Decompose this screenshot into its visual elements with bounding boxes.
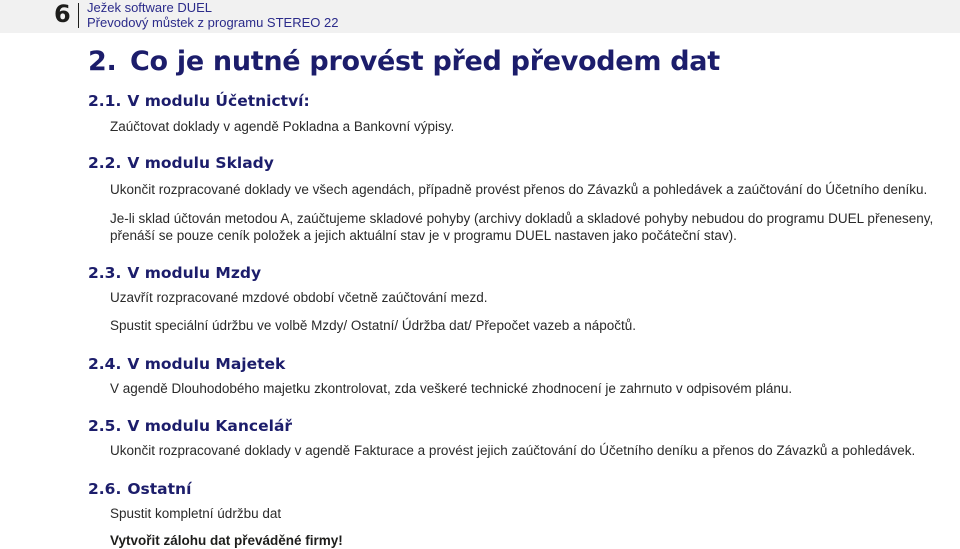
section-title: V modulu Majetek: [127, 355, 286, 373]
paragraph: Uzavřít rozpracované mzdové období včetně zaúčtování mezd.: [110, 290, 488, 305]
section-title: V modulu Mzdy: [127, 264, 262, 282]
section-number: 2.2.: [88, 154, 122, 172]
section-number: 2.6.: [88, 480, 122, 498]
section-number: 2.1.: [88, 92, 122, 110]
section-number: 2.3.: [88, 264, 122, 282]
section-title: V modulu Účetnictví:: [127, 92, 310, 110]
paragraph: Je-li sklad účtován metodou A, zaúčtujeme skladové pohyby (archivy dokladů a skladové pohyby nebudou do programu DUEL přeneseny,: [110, 211, 934, 226]
paragraph: přenáší se pouze ceník položek a jejich aktuální stav je v programu DUEL nastaven jako počáteční stav).: [110, 228, 737, 243]
paragraph-warning: Vytvořit zálohu dat převáděné firmy!: [110, 533, 343, 548]
page-number: 6: [54, 0, 71, 28]
header-subtitle: Převodový můstek z programu STEREO 22: [87, 15, 339, 30]
section-heading-mzdy: [88, 263, 261, 283]
paragraph: Ukončit rozpracované doklady v agendě Fakturace a provést jejich zaúčtování do Účetního deníku a přenos do Závazků a pohledávek.: [110, 443, 916, 458]
paragraph: Spustit kompletní údržbu dat: [110, 506, 282, 521]
section-heading-majetek: [88, 354, 285, 374]
section-number: 2.5.: [88, 417, 122, 435]
paragraph: Zaúčtovat doklady v agendě Pokladna a Bankovní výpisy.: [110, 119, 455, 134]
paragraph: Ukončit rozpracované doklady ve všech agendách, případně provést přenos do Závazků a pohledávek a zaúčtování do Účetního deníku.: [110, 182, 928, 197]
section-heading-kancelar: [88, 416, 292, 436]
section-title: V modulu Sklady: [127, 154, 274, 172]
section-heading-ostatni: [88, 479, 191, 499]
section-heading-ucetnictvi: [88, 91, 310, 111]
paragraph: Spustit speciální údržbu ve volbě Mzdy/ Ostatní/ Údržba dat/ Přepočet vazeb a nápočtů.: [110, 318, 637, 333]
section-title: Ostatní: [127, 480, 192, 498]
section-title: V modulu Kancelář: [127, 417, 293, 435]
header-product: Ježek software DUEL: [87, 0, 212, 15]
section-heading-sklady: [88, 153, 274, 173]
chapter-number: 2.: [88, 46, 117, 77]
section-number: 2.4.: [88, 355, 122, 373]
chapter-title-text: Co je nutné provést před převodem dat: [130, 46, 720, 77]
paragraph: V agendě Dlouhodobého majetku zkontrolovat, zda veškeré technické zhodnocení je zahrnuto v odpisovém plánu.: [110, 381, 793, 396]
chapter-title: [88, 44, 720, 80]
header-text: [87, 0, 338, 30]
header-divider: [78, 3, 79, 28]
